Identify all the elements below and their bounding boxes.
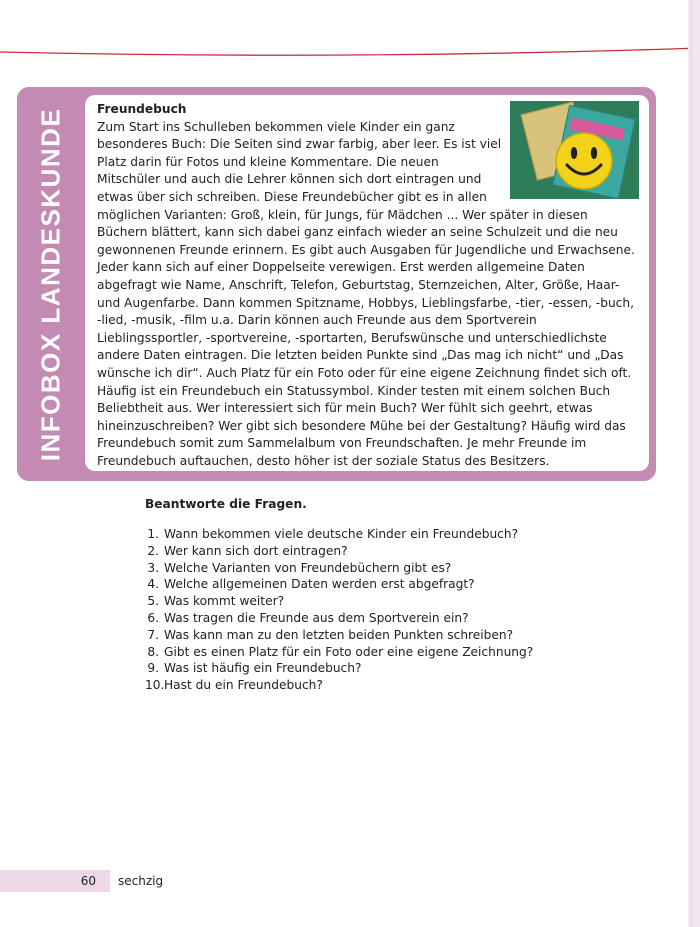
smiley-icon	[552, 129, 616, 193]
page-edge-strip	[688, 0, 700, 927]
question-text: Wann bekommen viele deutsche Kinder ein Freundebuch?	[164, 527, 519, 541]
question-number: 3.	[147, 560, 159, 575]
question-number: 8.	[147, 644, 159, 659]
question-item	[145, 593, 665, 610]
infobox-paragraph-2: Jeder kann sich auf einer Doppelseite verewigen. Erst werden allgemeine Daten abgefragt wie Name, Anschrift, Telefon, Geburtstag, Sternzeichen, Alter, Größe, Haar- und Augenfarbe. Dann kommen Spitzname, Hobbys, Lieblingsfarbe, -tier, -essen, -buch, -lied, -musik, -film u.a. Darin können auch Freunde aus dem Sportverein Lieblingssportler, -sportvereine, -sportarten, Berufswünsche und unterschiedlichste andere Daten eintragen. Die letzten beiden Punkte sind „Das mag ich nicht“ und „Das wünsche ich dir“. Auch Platz für ein Foto oder für eine eigene Zeichnung findet sich oft.	[97, 260, 634, 380]
question-number: 7.	[147, 627, 159, 642]
question-text: Gibt es einen Platz für ein Foto oder eine eigene Zeichnung?	[164, 644, 534, 659]
question-item	[145, 627, 665, 644]
header-red-line	[0, 0, 700, 70]
page-number-word: sechzig	[118, 874, 164, 888]
exercise-section	[145, 496, 665, 694]
freundebuch-photo	[510, 101, 639, 199]
question-list	[145, 526, 665, 694]
question-item	[145, 560, 665, 577]
question-text: Wer kann sich dort eintragen?	[164, 543, 348, 558]
infobox-text	[97, 101, 641, 470]
question-text: Was kann man zu den letzten beiden Punkten schreiben?	[164, 627, 514, 642]
infobox-paragraph-1: Zum Start ins Schulleben bekommen viele Kinder ein ganz besonderes Buch: Die Seiten sind zwar farbig, aber leer. Es ist viel Platz darin für Fotos und kleine Kommentare. Die neuen Mitschüler und auch die Lehrer können sich dort eintragen und etwas über sich schreiben. Diese Freundebücher gibt es in allen möglichen Varianten: Groß, klein, für Jungs, für Mädchen ... Wer später in diesen Büchern blättert, kann sich dabei ganz einfach wieder an seine Schulzeit und die neu gewonnenen Freunde erinnern. Es gibt auch Ausgaben für Jugendliche und Erwachsene.	[97, 119, 635, 257]
question-item	[145, 543, 665, 560]
infobox-title: Freundebuch	[97, 102, 187, 116]
question-number: 9.	[147, 661, 159, 676]
page-number: 60	[80, 874, 96, 888]
question-number: 2.	[147, 543, 159, 558]
question-text: Hast du ein Freundebuch?	[164, 678, 323, 693]
question-text: Was ist häufig ein Freundebuch?	[164, 661, 362, 676]
question-number: 4.	[147, 577, 159, 592]
infobox-side-label	[17, 87, 85, 481]
question-item	[145, 660, 665, 677]
infobox-panel	[85, 95, 649, 471]
question-number: 6.	[147, 610, 159, 625]
question-text: Welche Varianten von Freundebüchern gibt es?	[164, 560, 452, 575]
question-number: 5.	[147, 594, 159, 609]
question-item	[145, 576, 665, 593]
question-text: Was tragen die Freunde aus dem Sportverein ein?	[164, 610, 469, 625]
question-text: Was kommt weiter?	[164, 594, 285, 609]
question-text: Welche allgemeinen Daten werden erst abgefragt?	[164, 577, 475, 592]
infobox-paragraph-3: Häufig ist ein Freundebuch ein Statussymbol. Kinder testen mit einem solchen Buch Beliebtheit aus. Wer interessiert sich für mein Buch? Wer fühlt sich geehrt, etwas hineinzuschreiben? Wer gibt sich besondere Mühe bei der Gestaltung? Häufig wird das Freundebuch somit zum Sammelalbum von Freundschaften. Je mehr Freunde im Freundebuch auftauchen, desto höher ist der soziale Status des Besitzers.	[97, 383, 626, 468]
infobox-label: INFOBOX LANDESKUNDE	[35, 107, 66, 461]
infobox	[17, 87, 656, 481]
question-item	[145, 644, 665, 661]
exercise-heading: Beantworte die Fragen.	[145, 497, 307, 511]
question-item	[145, 677, 665, 694]
question-number: 1.	[147, 527, 159, 541]
question-item	[145, 526, 665, 543]
question-number: 10.	[145, 678, 165, 693]
question-item	[145, 610, 665, 627]
